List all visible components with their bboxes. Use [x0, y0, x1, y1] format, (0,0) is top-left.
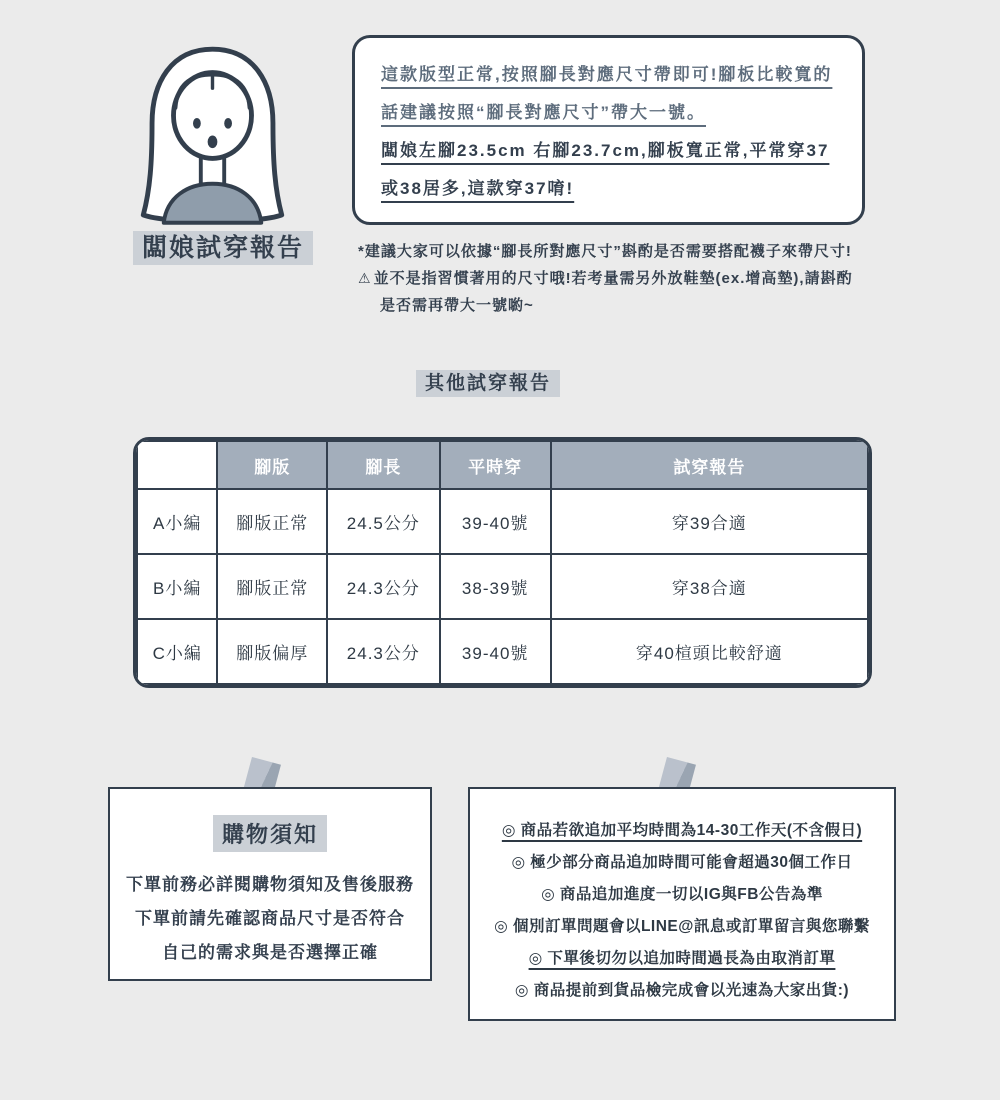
note-line-2 — [358, 265, 883, 292]
policy-line-4: ◎ 個別訂單問題會以LINE@訊息或訂單留言與您聯繫 — [494, 918, 870, 935]
notes-block — [358, 238, 883, 319]
table-cell: A小編 — [137, 489, 217, 554]
column-header-tryon-report: 試穿報告 — [551, 441, 868, 489]
section-title-row — [0, 368, 976, 395]
table-row — [137, 489, 868, 554]
table-cell: 24.5公分 — [327, 489, 440, 554]
shopping-notice-box — [108, 787, 432, 981]
bubble-paragraph-2: 闆娘左腳23.5cm 右腳23.7cm,腳板寬正常,平常穿37或38居多,這款穿37唷! — [381, 141, 830, 198]
table-cell: C小編 — [137, 619, 217, 684]
table-cell: 穿39合適 — [551, 489, 868, 554]
table-header-row — [137, 441, 868, 489]
notice-line-1: 下單前務必詳閱購物須知及售後服務 — [126, 875, 414, 894]
woman-illustration — [115, 36, 310, 234]
table-cell: B小編 — [137, 554, 217, 619]
section-title: 其他試穿報告 — [416, 370, 560, 397]
table-cell: 24.3公分 — [327, 554, 440, 619]
note-line-3: 是否需再帶大一號喲~ — [380, 297, 534, 314]
policy-line-2: ◎ 極少部分商品追加時間可能會超過30個工作日 — [511, 854, 853, 871]
table-cell: 腳版偏厚 — [217, 619, 327, 684]
policy-line-5: ◎ 下單後切勿以追加時間過長為由取消訂單 — [528, 950, 836, 967]
table-row — [137, 619, 868, 684]
table-cell: 39-40號 — [440, 619, 551, 684]
column-header-usual-size: 平時穿 — [440, 441, 551, 489]
column-header-blank — [137, 441, 217, 489]
notice-line-3: 自己的需求與是否選擇正確 — [162, 943, 378, 962]
table-cell: 38-39號 — [440, 554, 551, 619]
note-line-1: *建議大家可以依據“腳長所對應尺寸”斟酌是否需要搭配襪子來帶尺寸! — [358, 243, 852, 260]
policy-line-3: ◎ 商品追加進度一切以IG與FB公告為準 — [541, 886, 823, 903]
notice-line-2: 下單前請先確認商品尺寸是否符合 — [135, 909, 405, 928]
avatar — [115, 36, 310, 234]
tryon-table-grid — [136, 440, 869, 685]
table-cell: 穿40楦頭比較舒適 — [551, 619, 868, 684]
table-row — [137, 554, 868, 619]
notice-lines — [110, 868, 430, 970]
column-header-foot-length: 腳長 — [327, 441, 440, 489]
table-cell: 24.3公分 — [327, 619, 440, 684]
notice-title: 購物須知 — [213, 815, 327, 852]
table-cell: 39-40號 — [440, 489, 551, 554]
table-cell: 腳版正常 — [217, 554, 327, 619]
tryon-table — [133, 437, 872, 688]
table-cell: 腳版正常 — [217, 489, 327, 554]
warning-icon: ⚠ — [358, 270, 372, 286]
bubble-paragraph-1: 這款版型正常,按照腳長對應尺寸帶即可!腳板比較寬的話建議按照“腳長對應尺寸”帶大一號。 — [381, 65, 833, 122]
table-cell: 穿38合適 — [551, 554, 868, 619]
policy-line-6: ◎ 商品提前到貨品檢完成會以光速為大家出貨:) — [514, 982, 850, 999]
report-title-text: 闆娘試穿報告 — [133, 231, 313, 265]
policy-box — [468, 787, 896, 1021]
report-title — [133, 228, 313, 264]
column-header-foot-shape: 腳版 — [217, 441, 327, 489]
policy-line-1: ◎ 商品若欲追加平均時間為14-30工作天(不含假日) — [501, 822, 863, 839]
speech-bubble — [352, 35, 865, 225]
note-line-2-text: 並不是指習慣著用的尺寸哦!若考量需另外放鞋墊(ex.增高墊),請斟酌 — [373, 270, 853, 287]
